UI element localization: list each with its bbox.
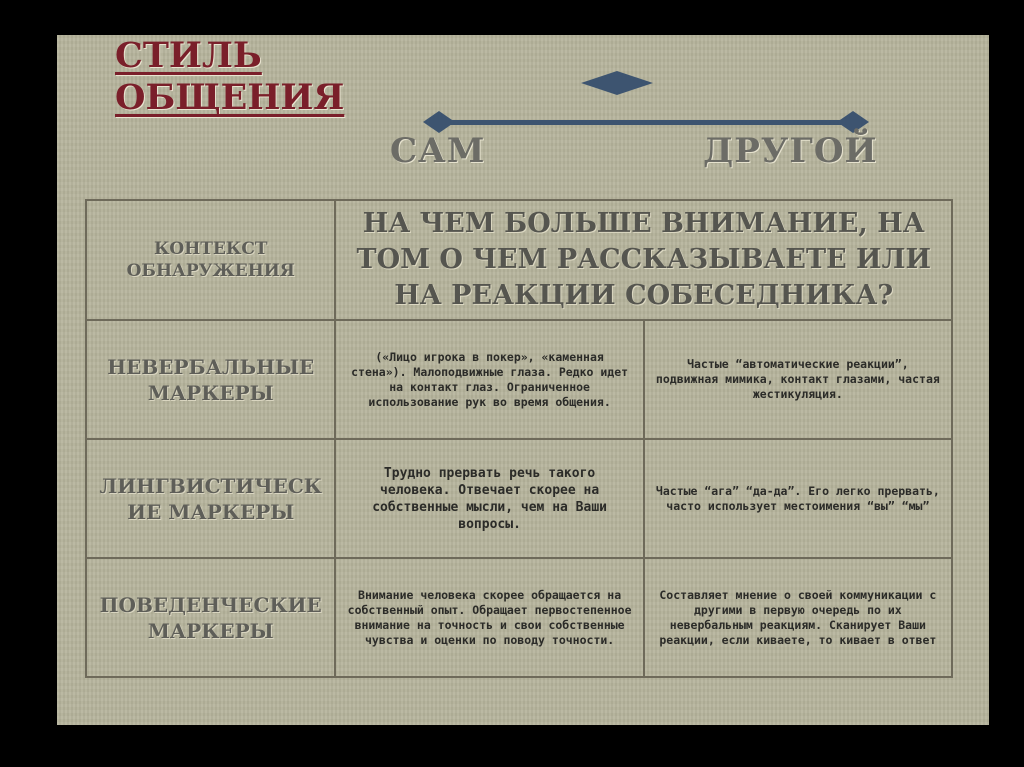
title-line-2: ОБЩЕНИЯ xyxy=(115,77,345,118)
communication-style-table xyxy=(85,199,953,678)
cell-behavioral-self: Внимание человека скорее обращается на собственный опыт. Обращает первостепенное внимание на точность и свои собственные чувства и оценки по поводу точности. xyxy=(335,558,643,677)
cell-behavioral-other: Составляет мнение о своей коммуникации с другими в первую очередь по их невербальным реакциям. Сканирует Ваши реакции, если киваете, то кивает в ответ xyxy=(644,558,952,677)
context-label: КОНТЕКСТ ОБНАРУЖЕНИЯ xyxy=(86,200,335,320)
cell-linguistic-other: Частые “ага” “да-да”. Его легко прервать, часто использует местоимения “вы” “мы” xyxy=(644,439,952,558)
context-question: НА ЧЕМ БОЛЬШЕ ВНИМАНИЕ, НА ТОМ О ЧЕМ РАССКАЗЫВАЕТЕ ИЛИ НА РЕАКЦИИ СОБЕСЕДНИКА? xyxy=(335,200,952,320)
table-row-context xyxy=(86,200,952,320)
scale-right-diamond xyxy=(837,111,869,133)
scale-label-other: ДРУГОЙ xyxy=(703,131,878,171)
slide-title xyxy=(115,35,344,119)
title-line-1: СТИЛЬ xyxy=(115,35,262,76)
scale-label-self: САМ xyxy=(390,131,486,171)
table-row-linguistic xyxy=(86,439,952,558)
table-row-nonverbal xyxy=(86,320,952,439)
cell-nonverbal-self: («Лицо игрока в покер», «каменная стена»). Малоподвижные глаза. Редко идет на контакт глаз. Ограниченное использование рук во время общения. xyxy=(335,320,643,439)
slide xyxy=(57,35,989,725)
scale-top-diamond xyxy=(581,71,653,95)
scale-bar xyxy=(437,120,857,125)
scale-left-diamond xyxy=(423,111,455,133)
row-label-behavioral: ПОВЕДЕНЧЕСКИЕ МАРКЕРЫ xyxy=(86,558,335,677)
scale-graphic xyxy=(417,53,877,143)
row-label-linguistic: ЛИНГВИСТИЧЕСК ИЕ МАРКЕРЫ xyxy=(86,439,335,558)
row-label-nonverbal: НЕВЕРБАЛЬНЫЕ МАРКЕРЫ xyxy=(86,320,335,439)
cell-nonverbal-other: Частые “автоматические реакции”, подвижная мимика, контакт глазами, частая жестикуляция. xyxy=(644,320,952,439)
cell-linguistic-self: Трудно прервать речь такого человека. Отвечает скорее на собственные мысли, чем на Ваши вопросы. xyxy=(335,439,643,558)
table-row-behavioral xyxy=(86,558,952,677)
